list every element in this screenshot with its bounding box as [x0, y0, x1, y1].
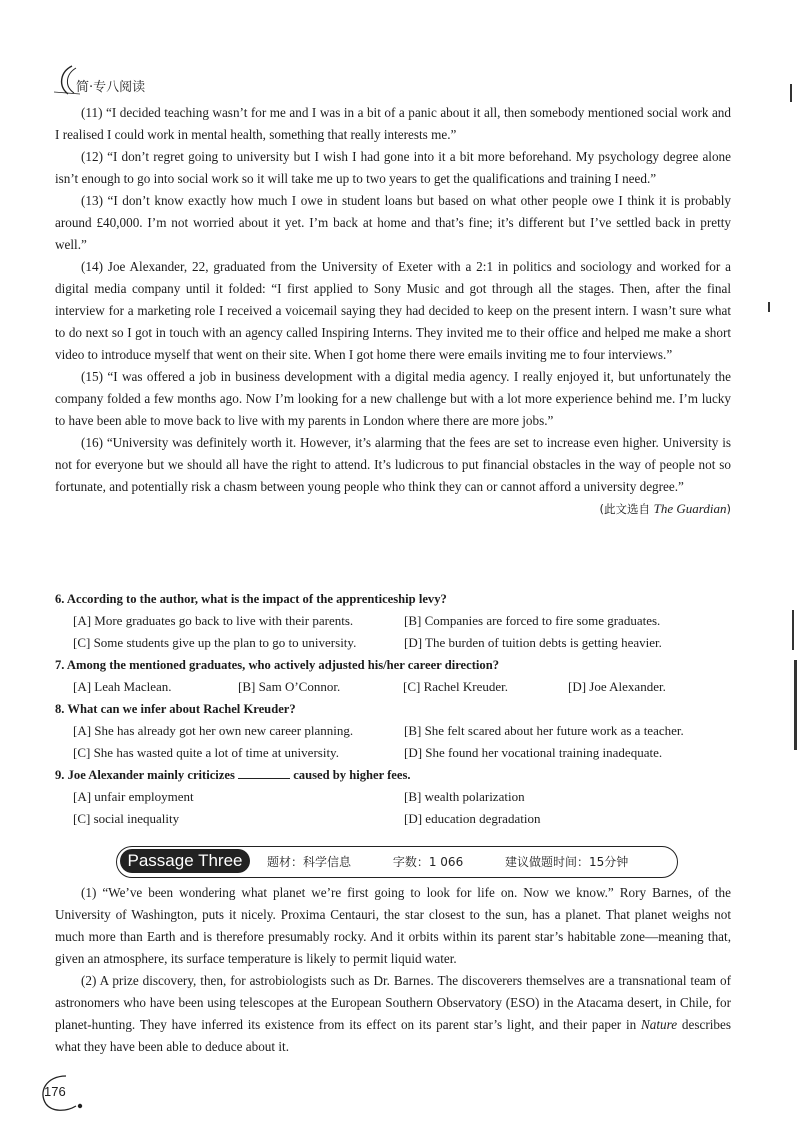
- question-list: [55, 588, 735, 830]
- page-number: 176: [44, 1084, 66, 1099]
- paragraph-15: (15) “I was offered a job in business development with a digital media agency. I really enjoyed it, but unfortunately the company folded a few months ago. Now I’m looking for a new challenge but with a lot more experience behind me. I’m lucky to have been able to move back to live with my parents in London where there are more jobs.”: [55, 369, 731, 428]
- passage-word-count: 字数：1 066: [392, 855, 464, 869]
- passage3-paragraph-2: [55, 970, 731, 1058]
- source-citation: [55, 498, 731, 520]
- question-6-options-row2: [55, 632, 735, 654]
- passage-tag: Passage Three: [120, 849, 250, 873]
- paragraph-12: (12) “I don’t regret going to university but I wish I had gone into it a bit more beforehand. My psychology degree alone isn’t enough to go into social work so it will take me up to two years to get the qualifications and training I need.”: [55, 149, 731, 186]
- question-8-option-c[interactable]: [C] She has wasted quite a lot of time at university.: [73, 745, 339, 760]
- question-8-options-row1: [55, 720, 735, 742]
- question-9-blank: [238, 766, 290, 779]
- question-6-options-row1: [55, 610, 735, 632]
- passage-suggested-time: 建议做题时间：15分钟: [505, 855, 629, 869]
- paragraph-16: (16) “University was definitely worth it. However, it’s alarming that the fees are set to increase even higher. University is not for everyone but we should all have the right to attend. It’s ludicrous to put financial obstacles in the way of people not so fortunate, and potentially risk a chasm between young people who think they can or cannot afford a university degree.”: [55, 435, 731, 494]
- paragraph-14: (14) Joe Alexander, 22, graduated from the University of Exeter with a 2:1 in politics and sociology and worked for a digital media company until it folded: “I first applied to Sony Music and got through all the stages. Then, after the final interview for a marketing role I received a voicemail saying they had decided to keep on the present intern. I wasn’t sure what to do next so I got in touch with an agency called Inspiring Interns. They invited me to their office and helped me make a short video to introduce myself that went on their site. When I got home there were emails inviting me to four interviews.”: [55, 259, 731, 362]
- passage3-paragraph-1: (1) “We’ve been wondering what planet we’re first going to look for life on. Now we know.” Rory Barnes, of the University of Washington, puts it nicely. Proxima Centauri, the star closest to the sun, has a planet. That planet weighs not much more than Earth and is therefore presumably rocky. And it orbits within its parent star’s habitable zone—meaning that, given an atmosphere, its surface temperature is likely to permit liquid water.: [55, 885, 731, 966]
- margin-mark: [792, 610, 794, 650]
- question-8-stem: 8. What can we infer about Rachel Kreuder?: [55, 702, 296, 716]
- question-7-option-d[interactable]: [D] Joe Alexander.: [568, 679, 666, 694]
- question-6-stem: 6. According to the author, what is the impact of the apprenticeship levy?: [55, 592, 447, 606]
- passage-two-body: [55, 102, 731, 520]
- passage3-paragraph-2-text: (2) A prize discovery, then, for astrobiologists such as Dr. Barnes. The discoverers themselves are a transnational team of astronomers who have been using telescopes at the European Southern Observatory (ESO) in the Atacama desert, in Chile, for planet-hunting. They have inferred its existence from its effect on its parent star’s light, and their paper in: [55, 973, 731, 1032]
- question-7-options-row: [55, 676, 735, 698]
- question-8-options-row2: [55, 742, 735, 764]
- source-journal: The Guardian: [653, 501, 727, 516]
- margin-mark: [794, 660, 797, 750]
- question-6-option-d[interactable]: [D] The burden of tuition debts is getting heavier.: [404, 635, 662, 650]
- question-7-stem: 7. Among the mentioned graduates, who actively adjusted his/her career direction?: [55, 658, 500, 672]
- passage3-paragraph-2-tail: describes what they have been able to deduce about it.: [55, 1017, 731, 1054]
- question-9-stem-after: caused by higher fees.: [293, 768, 411, 782]
- paragraph-11: (11) “I decided teaching wasn’t for me and I was in a bit of a panic about it all, then somebody mentioned social work and I realised I could work in mental health, something that really interests me.”: [55, 105, 731, 142]
- question-9-option-a[interactable]: [A] unfair employment: [73, 789, 194, 804]
- passage-topic: 题材：科学信息: [267, 855, 352, 869]
- question-6-option-a[interactable]: [A] More graduates go back to live with their parents.: [73, 613, 354, 628]
- margin-mark: [790, 84, 792, 102]
- question-8-option-b[interactable]: [B] She felt scared about her future work as a teacher.: [404, 723, 684, 738]
- source-suffix: ): [726, 502, 731, 516]
- passage-three-banner: [116, 846, 678, 878]
- question-8-option-d[interactable]: [D] She found her vocational training inadequate.: [404, 745, 663, 760]
- source-prefix: (此文选自: [599, 502, 651, 516]
- header-title: 简·专八阅读: [76, 80, 146, 95]
- question-9-stem-before: 9. Joe Alexander mainly criticizes: [55, 768, 235, 782]
- question-9-stem: [55, 764, 735, 786]
- question-9-option-d[interactable]: [D] education degradation: [404, 811, 541, 826]
- running-header: [50, 62, 170, 98]
- margin-mark: [768, 302, 770, 312]
- question-9-option-c[interactable]: [C] social inequality: [73, 811, 180, 826]
- question-7-option-a[interactable]: [A] Leah Maclean.: [73, 679, 172, 694]
- question-6-option-b[interactable]: [B] Companies are forced to fire some graduates.: [404, 613, 661, 628]
- question-6-option-c[interactable]: [C] Some students give up the plan to go to university.: [73, 635, 357, 650]
- question-8-option-a[interactable]: [A] She has already got her own new career planning.: [73, 723, 354, 738]
- question-7-option-c[interactable]: [C] Rachel Kreuder.: [403, 679, 509, 694]
- question-7-option-b[interactable]: [B] Sam O’Connor.: [238, 679, 341, 694]
- page-number-badge: [36, 1072, 86, 1112]
- passage-info: [267, 853, 666, 870]
- passage-three-body: [55, 882, 731, 1058]
- question-9-option-b[interactable]: [B] wealth polarization: [404, 789, 525, 804]
- journal-name: Nature: [641, 1017, 678, 1032]
- paragraph-13: (13) “I don’t know exactly how much I owe in student loans but based on what other people owe I think it is probably around £40,000. I’m not worried about it yet. I’m back at home and that’s fine; it’s different but I’ve settled back in pretty well.”: [55, 193, 731, 252]
- question-9-options-row1: [55, 786, 735, 808]
- question-9-options-row2: [55, 808, 735, 830]
